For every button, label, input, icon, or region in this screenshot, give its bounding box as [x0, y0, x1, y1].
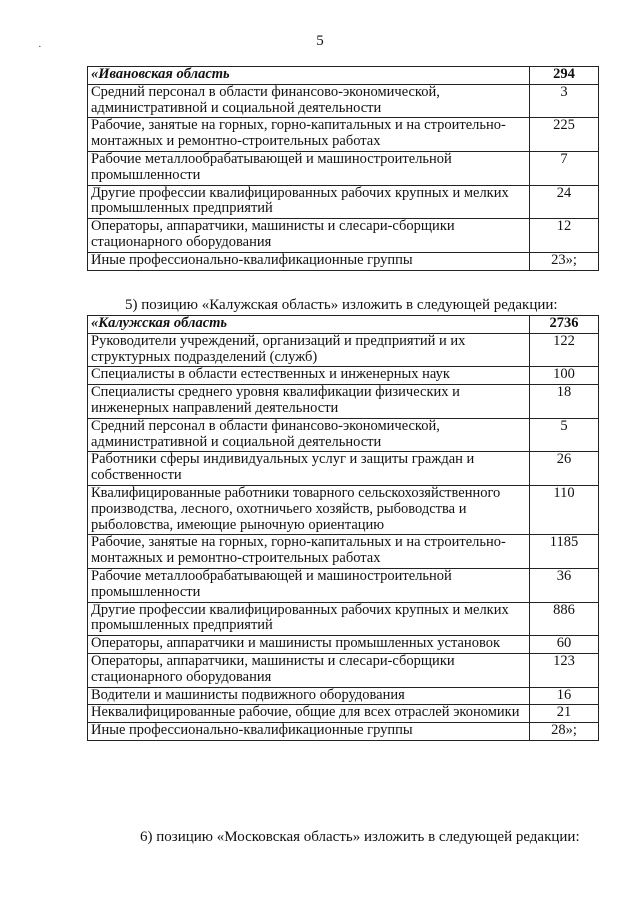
table-row [88, 118, 599, 152]
occupation-group-cell: Другие профессии квалифицированных рабочих крупных и мелких промышленных предприятий [88, 602, 530, 636]
table-row [88, 485, 599, 534]
occupation-group-cell: Иные профессионально-квалификационные группы [88, 723, 530, 741]
table-row [88, 653, 599, 687]
quota-value-cell: 60 [530, 636, 599, 654]
occupation-group-cell: Специалисты среднего уровня квалификации физических и инженерных направлений деятельности [88, 385, 530, 419]
table-row [88, 452, 599, 486]
table-row [88, 219, 599, 253]
region-total-cell: 2736 [530, 316, 599, 334]
quota-value-cell: 3 [530, 84, 599, 118]
occupation-group-cell: Операторы, аппаратчики, машинисты и слесари-сборщики стационарного оборудования [88, 219, 530, 253]
occupation-group-cell: Рабочие, занятые на горных, горно-капитальных и на строительно-монтажных и ремонтно-строительных работах [88, 118, 530, 152]
table-row [88, 84, 599, 118]
quota-value-cell: 12 [530, 219, 599, 253]
occupation-group-cell: Рабочие металлообрабатывающей и машиностроительной промышленности [88, 568, 530, 602]
region-total-cell: 294 [530, 67, 599, 85]
table-row [88, 252, 599, 270]
region-name-cell: «Калужская область [88, 316, 530, 334]
table-row [88, 185, 599, 219]
paragraph-6-text: 6) позицию «Московская область» изложить в следующей редакции: [140, 829, 580, 845]
occupation-group-cell: Операторы, аппаратчики и машинисты промышленных установок [88, 636, 530, 654]
table-row [88, 151, 599, 185]
table-header-row [88, 316, 599, 334]
quota-value-cell: 110 [530, 485, 599, 534]
quota-value-cell: 36 [530, 568, 599, 602]
quota-value-cell: 100 [530, 367, 599, 385]
table-row [88, 385, 599, 419]
quota-value-cell: 225 [530, 118, 599, 152]
kaluga-region-table [87, 315, 599, 741]
occupation-group-cell: Операторы, аппаратчики, машинисты и слесари-сборщики стационарного оборудования [88, 653, 530, 687]
ivanovo-region-table [87, 66, 599, 271]
table-row [88, 367, 599, 385]
quota-value-cell: 23»; [530, 252, 599, 270]
occupation-group-cell: Рабочие металлообрабатывающей и машиностроительной промышленности [88, 151, 530, 185]
page-number: 5 [316, 33, 324, 49]
occupation-group-cell: Специалисты в области естественных и инженерных наук [88, 367, 530, 385]
table-row [88, 687, 599, 705]
quota-value-cell: 1185 [530, 535, 599, 569]
occupation-group-cell: Квалифицированные работники товарного сельскохозяйственного производства, лесного, охотничьего хозяйств, рыбоводства и рыболовства, имеющие рыночную ориентацию [88, 485, 530, 534]
occupation-group-cell: Водители и машинисты подвижного оборудования [88, 687, 530, 705]
quota-value-cell: 18 [530, 385, 599, 419]
table-header-row [88, 67, 599, 85]
table-row [88, 568, 599, 602]
occupation-group-cell: Средний персонал в области финансово-экономической, административной и социальной деятельности [88, 84, 530, 118]
quota-value-cell: 5 [530, 418, 599, 452]
table-row [88, 636, 599, 654]
table-row [88, 705, 599, 723]
occupation-group-cell: Средний персонал в области финансово-экономической, административной и социальной деятельности [88, 418, 530, 452]
table-row [88, 723, 599, 741]
quota-value-cell: 122 [530, 333, 599, 367]
paragraph-5-text: 5) позицию «Калужская область» изложить в следующей редакции: [125, 297, 558, 313]
quota-value-cell: 21 [530, 705, 599, 723]
occupation-group-cell: Рабочие, занятые на горных, горно-капитальных и на строительно-монтажных и ремонтно-строительных работах [88, 535, 530, 569]
table-row [88, 333, 599, 367]
occupation-group-cell: Руководители учреждений, организаций и предприятий и их структурных подразделений (служб) [88, 333, 530, 367]
table-row [88, 535, 599, 569]
occupation-group-cell: Иные профессионально-квалификационные группы [88, 252, 530, 270]
quota-value-cell: 26 [530, 452, 599, 486]
quota-value-cell: 24 [530, 185, 599, 219]
quota-value-cell: 28»; [530, 723, 599, 741]
occupation-group-cell: Работники сферы индивидуальных услуг и защиты граждан и собственности [88, 452, 530, 486]
quota-value-cell: 123 [530, 653, 599, 687]
region-name-cell: «Ивановская область [88, 67, 530, 85]
table-row [88, 418, 599, 452]
margin-tick-mark: · [38, 41, 42, 53]
quota-value-cell: 886 [530, 602, 599, 636]
occupation-group-cell: Другие профессии квалифицированных рабочих крупных и мелких промышленных предприятий [88, 185, 530, 219]
quota-value-cell: 16 [530, 687, 599, 705]
occupation-group-cell: Неквалифицированные рабочие, общие для всех отраслей экономики [88, 705, 530, 723]
table-row [88, 602, 599, 636]
quota-value-cell: 7 [530, 151, 599, 185]
